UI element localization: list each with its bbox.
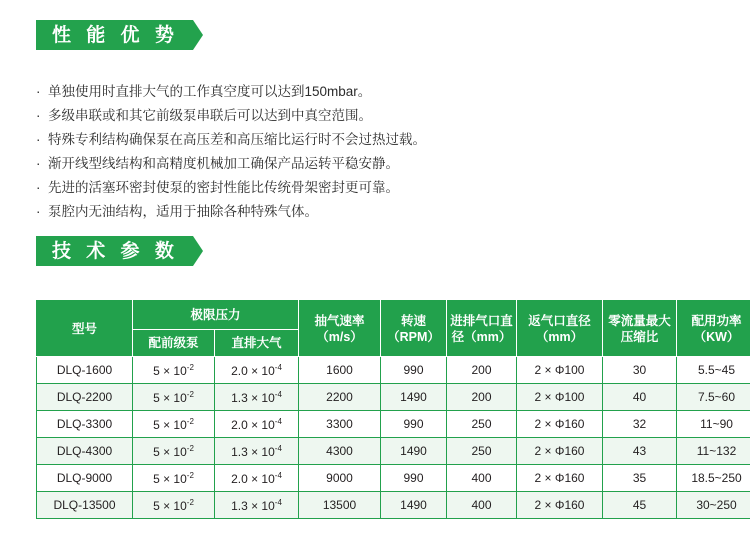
th-power-line1: 配用功率 (691, 313, 742, 328)
th-outlet-line2: （mm） (535, 329, 584, 344)
cell-power: 11~90 (677, 411, 750, 438)
cell-lp-front-exp: -2 (186, 470, 194, 480)
section-title-advantages: 性 能 优 势 (52, 24, 179, 46)
cell-outlet: 2 × Φ160 (517, 465, 603, 492)
cell-lp-atm (215, 357, 299, 384)
cell-inlet: 250 (447, 411, 517, 438)
section-banner-advantages (36, 20, 193, 50)
cell-speed: 1490 (381, 438, 447, 465)
cell-lp-front-base: 5 × 10 (153, 498, 187, 513)
cell-lp-atm-base: 2.0 × 10 (231, 363, 275, 378)
cell-lp-front-base: 5 × 10 (153, 390, 187, 405)
cell-lp-front-base: 5 × 10 (153, 417, 187, 432)
advantages-list (36, 80, 716, 224)
cell-lp-front (133, 411, 215, 438)
cell-lp-atm-base: 2.0 × 10 (231, 471, 275, 486)
section-title-parameters: 技 术 参 数 (52, 240, 179, 262)
spec-table (36, 300, 750, 519)
cell-model: DLQ-4300 (37, 438, 133, 465)
bullet-dot-icon: · (36, 84, 41, 99)
bullet-dot-icon: · (36, 180, 41, 195)
th-model: 型号 (37, 301, 133, 357)
cell-inlet: 200 (447, 384, 517, 411)
cell-inlet: 200 (447, 357, 517, 384)
section-banner-parameters (36, 236, 193, 266)
cell-pump-speed: 1600 (299, 357, 381, 384)
table-row (37, 357, 750, 384)
th-limit-pressure: 极限压力 (133, 301, 299, 330)
cell-lp-front-exp: -2 (186, 362, 194, 372)
table-row (37, 465, 750, 492)
list-item-text: 单独使用时直排大气的工作真空度可以达到150mbar。 (48, 84, 372, 99)
cell-lp-front-exp: -2 (186, 389, 194, 399)
bullet-dot-icon: · (36, 132, 41, 147)
table-row (37, 438, 750, 465)
cell-pump-speed: 9000 (299, 465, 381, 492)
cell-lp-front-base: 5 × 10 (153, 471, 187, 486)
cell-pump-speed: 3300 (299, 411, 381, 438)
table-header-row-1 (37, 301, 750, 330)
th-limit-pressure-front-stage: 配前级泵 (133, 330, 215, 357)
cell-pump-speed: 2200 (299, 384, 381, 411)
cell-power: 18.5~250 (677, 465, 750, 492)
cell-inlet: 400 (447, 465, 517, 492)
th-limit-pressure-atmosphere: 直排大气 (215, 330, 299, 357)
th-speed-line1: 转速 (401, 313, 427, 328)
list-item-text: 泵腔内无油结构，适用于抽除各种特殊气体。 (48, 204, 318, 219)
table-row (37, 492, 750, 519)
cell-lp-atm-base: 1.3 × 10 (231, 498, 275, 513)
cell-lp-atm (215, 411, 299, 438)
list-item-text: 多级串联或和其它前级泵串联后可以达到中真空范围。 (48, 108, 372, 123)
cell-model: DLQ-9000 (37, 465, 133, 492)
cell-model: DLQ-3300 (37, 411, 133, 438)
cell-model: DLQ-2200 (37, 384, 133, 411)
list-item-text: 先进的活塞环密封使泵的密封性能比传统骨架密封更可靠。 (48, 180, 399, 195)
cell-compression: 43 (603, 438, 677, 465)
cell-lp-atm (215, 492, 299, 519)
table-row (37, 411, 750, 438)
cell-speed: 1490 (381, 492, 447, 519)
cell-pump-speed: 4300 (299, 438, 381, 465)
list-item (36, 152, 716, 176)
cell-lp-atm (215, 384, 299, 411)
cell-outlet: 2 × Φ160 (517, 438, 603, 465)
cell-compression: 30 (603, 357, 677, 384)
cell-lp-atm-exp: -4 (274, 497, 282, 507)
list-item (36, 80, 716, 104)
list-item (36, 128, 716, 152)
th-inlet-diameter (447, 301, 517, 357)
th-compression-ratio (603, 301, 677, 357)
cell-outlet: 2 × Φ160 (517, 492, 603, 519)
cell-lp-front-exp: -2 (186, 443, 194, 453)
th-power-unit: （KW） (693, 329, 740, 344)
cell-lp-atm (215, 438, 299, 465)
cell-lp-front (133, 384, 215, 411)
list-item (36, 176, 716, 200)
cell-lp-front-base: 5 × 10 (153, 444, 187, 459)
th-power (677, 301, 750, 357)
cell-lp-atm-base: 1.3 × 10 (231, 444, 275, 459)
cell-lp-atm (215, 465, 299, 492)
cell-compression: 32 (603, 411, 677, 438)
th-pump-speed-unit: （m/s） (316, 329, 363, 344)
cell-lp-atm-exp: -4 (274, 443, 282, 453)
bullet-dot-icon: · (36, 204, 41, 219)
cell-outlet: 2 × Φ100 (517, 384, 603, 411)
th-compression-line1: 零流量最大 (608, 313, 671, 328)
cell-lp-atm-base: 1.3 × 10 (231, 390, 275, 405)
cell-lp-front (133, 492, 215, 519)
list-item (36, 200, 716, 224)
cell-outlet: 2 × Φ160 (517, 411, 603, 438)
th-pump-speed (299, 301, 381, 357)
list-item (36, 104, 716, 128)
cell-power: 30~250 (677, 492, 750, 519)
cell-model: DLQ-13500 (37, 492, 133, 519)
th-inlet-line1: 进排气口直 (450, 313, 513, 328)
cell-power: 5.5~45 (677, 357, 750, 384)
cell-lp-front-exp: -2 (186, 416, 194, 426)
list-item-text: 特殊专利结构确保泵在高压差和高压缩比运行时不会过热过载。 (48, 132, 426, 147)
th-speed-unit: （RPM） (387, 329, 440, 344)
cell-lp-atm-exp: -4 (274, 362, 282, 372)
cell-compression: 45 (603, 492, 677, 519)
bullet-dot-icon: · (36, 108, 41, 123)
cell-lp-front (133, 357, 215, 384)
spec-table-wrapper (36, 300, 742, 519)
cell-outlet: 2 × Φ100 (517, 357, 603, 384)
cell-power: 11~132 (677, 438, 750, 465)
cell-power: 7.5~60 (677, 384, 750, 411)
cell-inlet: 400 (447, 492, 517, 519)
th-compression-line2: 压缩比 (620, 329, 659, 344)
th-speed (381, 301, 447, 357)
cell-speed: 990 (381, 411, 447, 438)
cell-lp-atm-base: 2.0 × 10 (231, 417, 275, 432)
cell-speed: 1490 (381, 384, 447, 411)
cell-lp-front-exp: -2 (186, 497, 194, 507)
cell-speed: 990 (381, 357, 447, 384)
cell-speed: 990 (381, 465, 447, 492)
th-pump-speed-line1: 抽气速率 (314, 313, 365, 328)
cell-model: DLQ-1600 (37, 357, 133, 384)
cell-lp-atm-exp: -4 (274, 389, 282, 399)
th-inlet-line2: 径（mm） (451, 329, 512, 344)
th-outlet-diameter (517, 301, 603, 357)
table-row (37, 384, 750, 411)
cell-inlet: 250 (447, 438, 517, 465)
list-item-text: 渐开线型线结构和高精度机械加工确保产品运转平稳安静。 (48, 156, 399, 171)
cell-lp-front-base: 5 × 10 (153, 363, 187, 378)
th-outlet-line1: 返气口直径 (528, 313, 591, 328)
bullet-dot-icon: · (36, 156, 41, 171)
cell-compression: 40 (603, 384, 677, 411)
cell-pump-speed: 13500 (299, 492, 381, 519)
cell-lp-front (133, 438, 215, 465)
cell-lp-front (133, 465, 215, 492)
cell-lp-atm-exp: -4 (274, 470, 282, 480)
cell-compression: 35 (603, 465, 677, 492)
cell-lp-atm-exp: -4 (274, 416, 282, 426)
